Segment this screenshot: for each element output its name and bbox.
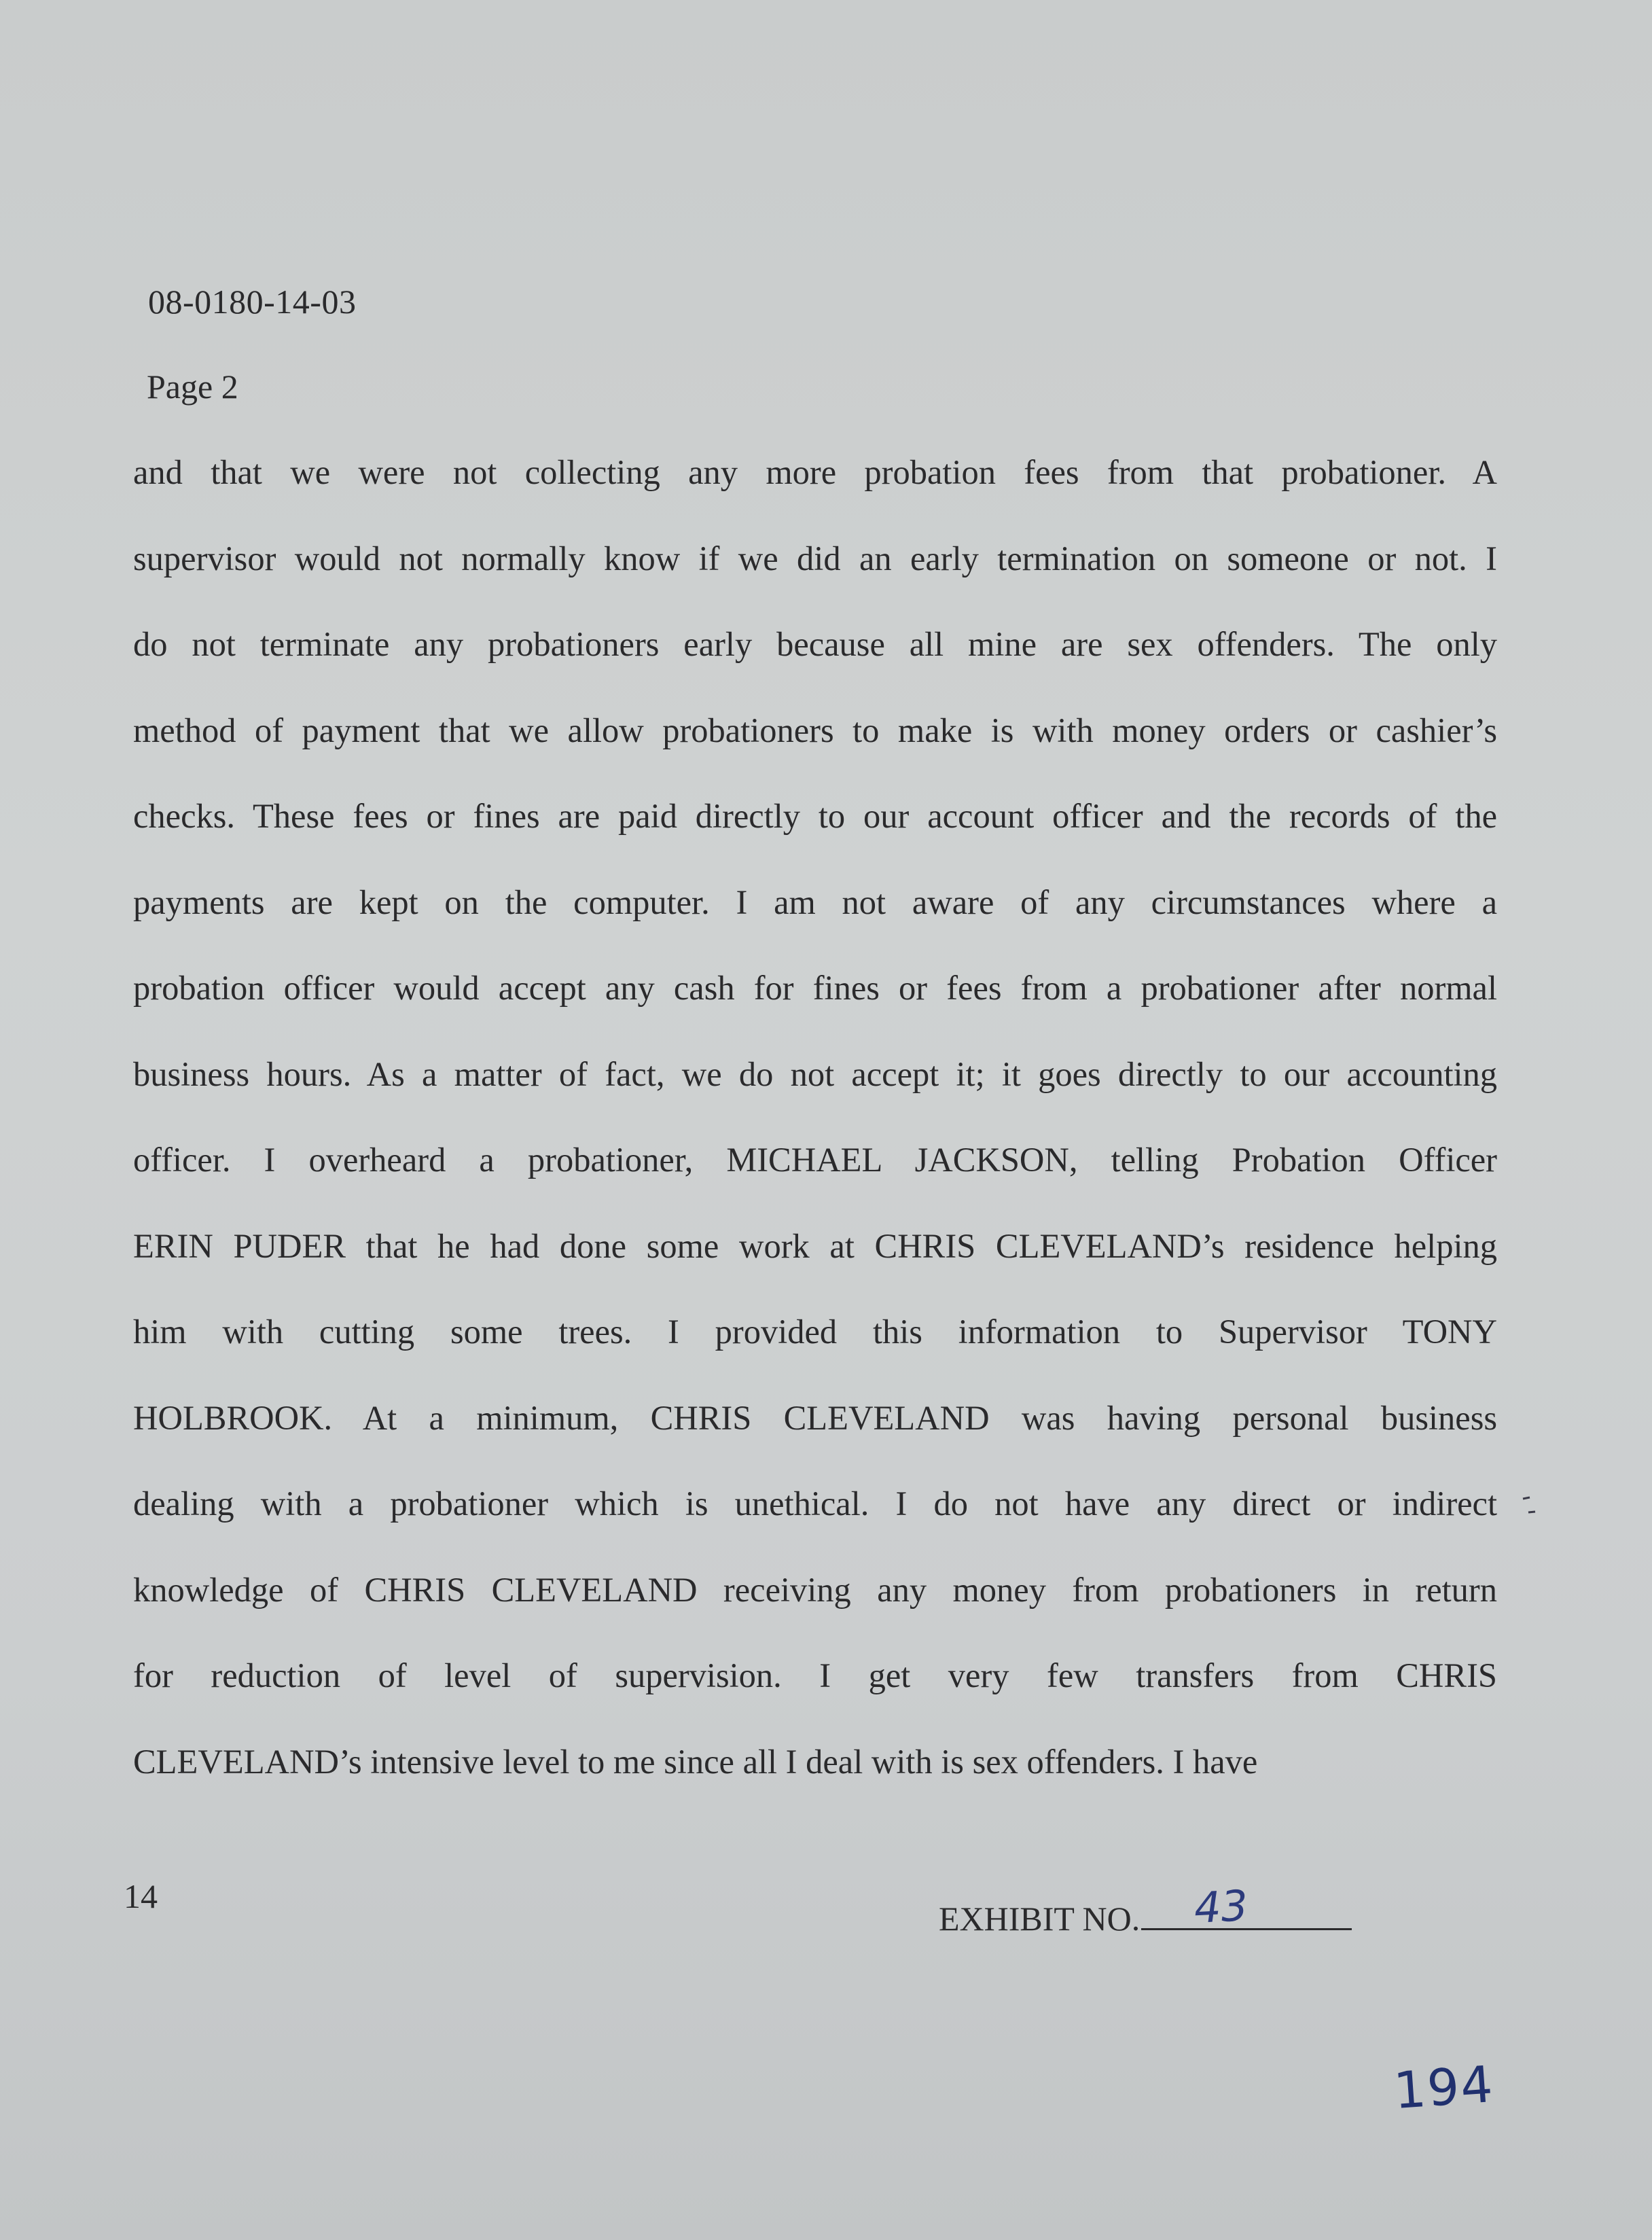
body-line: officer. I overheard a probationer, MICHAEL JACKSON, telling Probation Officer — [133, 1141, 1497, 1179]
body-line: and that we were not collecting any more probation fees from that probationer. A — [133, 453, 1497, 491]
exhibit-label: EXHIBIT NO. — [939, 1900, 1141, 1938]
body-line: supervisor would not normally know if we did an early termination on someone or not. I — [133, 539, 1497, 577]
bates-number-handwritten: 194 — [1392, 2055, 1496, 2121]
body-line: him with cutting some trees. I provided this information to Supervisor TONY — [133, 1313, 1497, 1351]
body-line: knowledge of CHRIS CLEVELAND receiving any money from probationers in return — [133, 1570, 1497, 1609]
exhibit-number-handwritten: 43 — [1193, 1880, 1250, 1934]
body-line: ERIN PUDER that he had done some work at CHRIS CLEVELAND’s residence helping — [133, 1226, 1497, 1265]
body-line: for reduction of level of supervision. I get very few transfers from CHRIS — [133, 1656, 1497, 1694]
body-line: HOLBROOK. At a minimum, CHRIS CLEVELAND was having personal business — [133, 1398, 1497, 1437]
statement-body — [133, 443, 1497, 1818]
page-label: Page 2 — [147, 368, 238, 406]
case-number: 08-0180-14-03 — [148, 283, 357, 321]
body-line: business hours. As a matter of fact, we do not accept it; it goes directly to our accounting — [133, 1054, 1497, 1093]
body-line: payments are kept on the computer. I am not aware of any circumstances where a — [133, 883, 1497, 921]
exhibit-number-line — [1141, 1880, 1352, 1934]
body-line: do not terminate any probationers early because all mine are sex offenders. The only — [133, 625, 1497, 663]
body-line: probation officer would accept any cash for fines or fees from a probationer after normal — [133, 969, 1497, 1007]
body-line: CLEVELAND’s intensive level to me since all I deal with is sex offenders. I have — [133, 1742, 1258, 1781]
body-line: dealing with a probationer which is unethical. I do not have any direct or indirect — [133, 1485, 1497, 1523]
body-line: method of payment that we allow probationers to make is with money orders or cashier’s — [133, 711, 1497, 749]
page-number: 14 — [124, 1877, 158, 1915]
margin-mark-icon — [1519, 1493, 1539, 1516]
body-line: checks. These fees or fines are paid directly to our account officer and the records of the — [133, 797, 1497, 835]
exhibit-stamp — [939, 1880, 1352, 1938]
